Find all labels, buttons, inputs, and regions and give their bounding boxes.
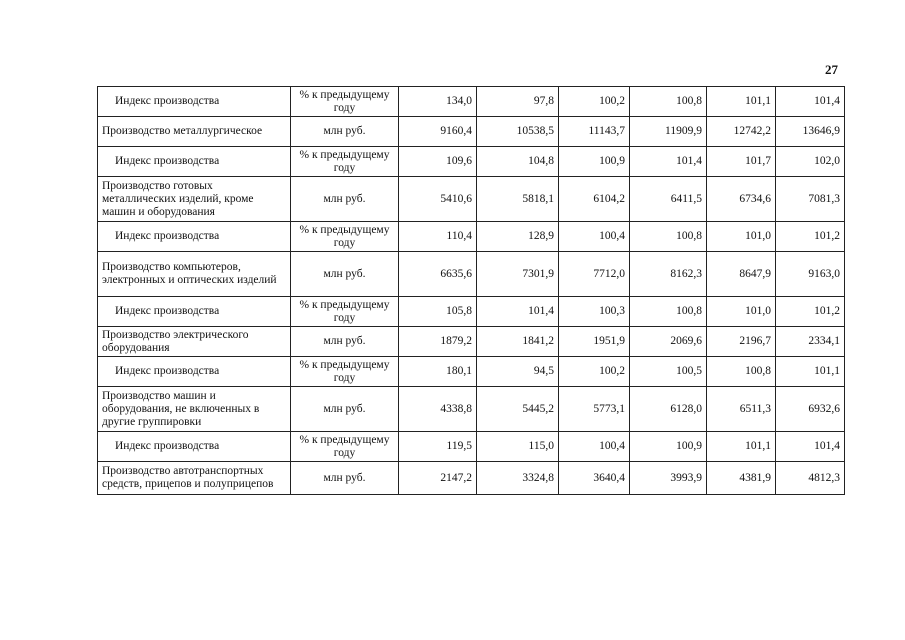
row-name: Производство автотранспортных средств, прицепов и полуприцепов <box>98 462 291 495</box>
page-number: 27 <box>825 62 838 77</box>
table-row <box>98 117 845 147</box>
data-table <box>97 86 845 495</box>
value-cell: 97,8 <box>477 87 559 117</box>
value-cell: 7301,9 <box>477 252 559 297</box>
row-name: Производство металлургическое <box>98 117 291 147</box>
value-cell: 5410,6 <box>399 177 477 222</box>
table-row <box>98 177 845 222</box>
row-unit: млн руб. <box>291 387 399 432</box>
row-name: Индекс производства <box>98 357 291 387</box>
row-name: Производство машин и оборудования, не включенных в другие группировки <box>98 387 291 432</box>
row-unit: млн руб. <box>291 327 399 357</box>
value-cell: 110,4 <box>399 222 477 252</box>
table-row <box>98 222 845 252</box>
value-cell: 9163,0 <box>776 252 845 297</box>
value-cell: 8162,3 <box>630 252 707 297</box>
value-cell: 100,8 <box>707 357 776 387</box>
value-cell: 12742,2 <box>707 117 776 147</box>
row-unit: млн руб. <box>291 462 399 495</box>
value-cell: 100,8 <box>630 222 707 252</box>
value-cell: 101,0 <box>707 297 776 327</box>
value-cell: 94,5 <box>477 357 559 387</box>
value-cell: 101,2 <box>776 222 845 252</box>
row-unit: % к предыдущему году <box>291 87 399 117</box>
value-cell: 128,9 <box>477 222 559 252</box>
row-name: Производство готовых металлических изделий, кроме машин и оборудования <box>98 177 291 222</box>
row-name: Индекс производства <box>98 147 291 177</box>
table-row <box>98 387 845 432</box>
value-cell: 101,2 <box>776 297 845 327</box>
value-cell: 5445,2 <box>477 387 559 432</box>
value-cell: 101,0 <box>707 222 776 252</box>
value-cell: 8647,9 <box>707 252 776 297</box>
value-cell: 3993,9 <box>630 462 707 495</box>
value-cell: 101,4 <box>477 297 559 327</box>
value-cell: 4812,3 <box>776 462 845 495</box>
table-row <box>98 432 845 462</box>
value-cell: 7712,0 <box>559 252 630 297</box>
value-cell: 101,1 <box>776 357 845 387</box>
table-row <box>98 357 845 387</box>
value-cell: 100,9 <box>559 147 630 177</box>
value-cell: 134,0 <box>399 87 477 117</box>
value-cell: 100,4 <box>559 222 630 252</box>
row-unit: млн руб. <box>291 117 399 147</box>
row-unit: % к предыдущему году <box>291 432 399 462</box>
row-name: Индекс производства <box>98 297 291 327</box>
value-cell: 4381,9 <box>707 462 776 495</box>
value-cell: 9160,4 <box>399 117 477 147</box>
row-name: Индекс производства <box>98 222 291 252</box>
table-row <box>98 252 845 297</box>
value-cell: 6128,0 <box>630 387 707 432</box>
value-cell: 1879,2 <box>399 327 477 357</box>
value-cell: 2334,1 <box>776 327 845 357</box>
value-cell: 2147,2 <box>399 462 477 495</box>
value-cell: 1841,2 <box>477 327 559 357</box>
value-cell: 3640,4 <box>559 462 630 495</box>
value-cell: 10538,5 <box>477 117 559 147</box>
row-unit: % к предыдущему году <box>291 357 399 387</box>
value-cell: 115,0 <box>477 432 559 462</box>
value-cell: 101,7 <box>707 147 776 177</box>
value-cell: 119,5 <box>399 432 477 462</box>
value-cell: 5773,1 <box>559 387 630 432</box>
row-name: Производство электрического оборудования <box>98 327 291 357</box>
value-cell: 109,6 <box>399 147 477 177</box>
table-row <box>98 462 845 495</box>
value-cell: 100,2 <box>559 357 630 387</box>
row-unit: % к предыдущему году <box>291 297 399 327</box>
value-cell: 6734,6 <box>707 177 776 222</box>
value-cell: 6635,6 <box>399 252 477 297</box>
value-cell: 100,8 <box>630 297 707 327</box>
value-cell: 101,1 <box>707 87 776 117</box>
value-cell: 104,8 <box>477 147 559 177</box>
value-cell: 101,4 <box>776 432 845 462</box>
row-name: Индекс производства <box>98 87 291 117</box>
value-cell: 101,4 <box>776 87 845 117</box>
value-cell: 100,8 <box>630 87 707 117</box>
table-row <box>98 87 845 117</box>
value-cell: 1951,9 <box>559 327 630 357</box>
value-cell: 11909,9 <box>630 117 707 147</box>
row-name: Индекс производства <box>98 432 291 462</box>
row-unit: % к предыдущему году <box>291 222 399 252</box>
row-unit: млн руб. <box>291 177 399 222</box>
row-unit: % к предыдущему году <box>291 147 399 177</box>
value-cell: 6511,3 <box>707 387 776 432</box>
value-cell: 2196,7 <box>707 327 776 357</box>
value-cell: 11143,7 <box>559 117 630 147</box>
value-cell: 6104,2 <box>559 177 630 222</box>
value-cell: 180,1 <box>399 357 477 387</box>
value-cell: 100,4 <box>559 432 630 462</box>
row-unit: млн руб. <box>291 252 399 297</box>
value-cell: 100,3 <box>559 297 630 327</box>
value-cell: 6411,5 <box>630 177 707 222</box>
value-cell: 7081,3 <box>776 177 845 222</box>
value-cell: 4338,8 <box>399 387 477 432</box>
value-cell: 100,5 <box>630 357 707 387</box>
value-cell: 102,0 <box>776 147 845 177</box>
value-cell: 101,1 <box>707 432 776 462</box>
value-cell: 101,4 <box>630 147 707 177</box>
value-cell: 2069,6 <box>630 327 707 357</box>
value-cell: 3324,8 <box>477 462 559 495</box>
value-cell: 6932,6 <box>776 387 845 432</box>
value-cell: 105,8 <box>399 297 477 327</box>
value-cell: 100,9 <box>630 432 707 462</box>
row-name: Производство компьютеров, электронных и оптических изделий <box>98 252 291 297</box>
table-row <box>98 147 845 177</box>
table-row <box>98 297 845 327</box>
value-cell: 13646,9 <box>776 117 845 147</box>
table-row <box>98 327 845 357</box>
value-cell: 100,2 <box>559 87 630 117</box>
value-cell: 5818,1 <box>477 177 559 222</box>
